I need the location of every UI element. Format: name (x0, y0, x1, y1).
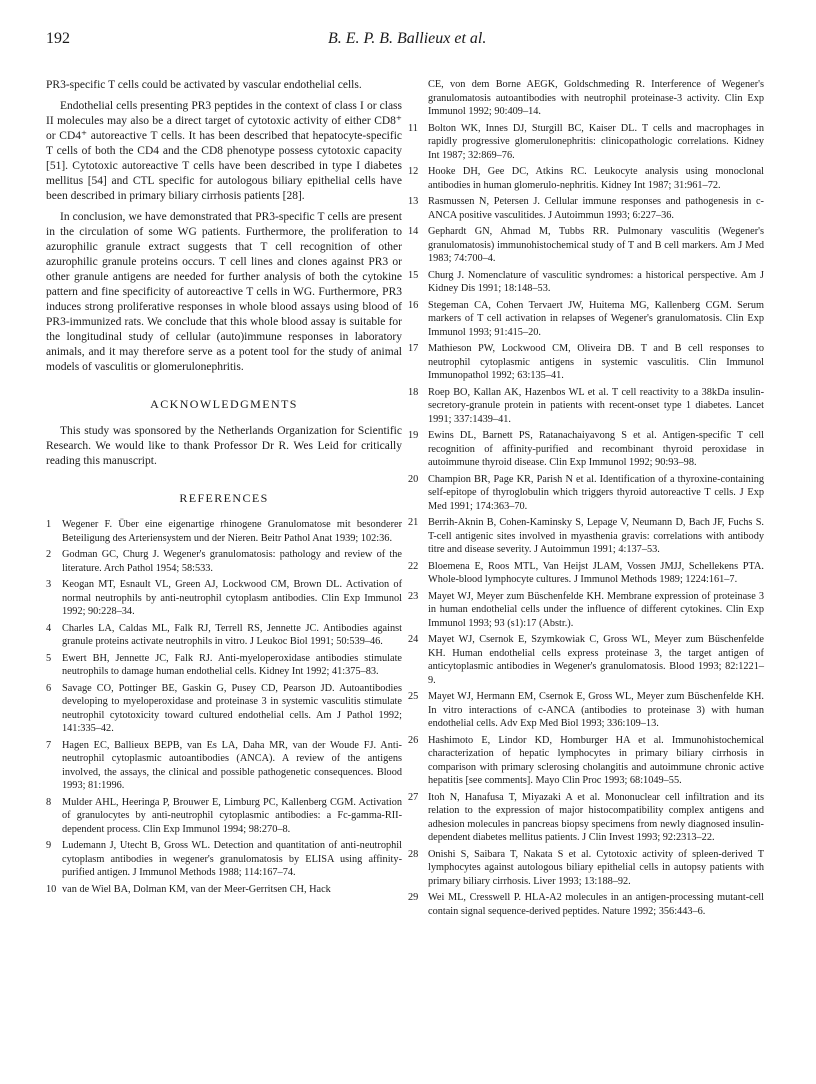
reference-item (46, 796, 402, 837)
reference-number: 22 (408, 560, 419, 572)
references-list-right (408, 122, 764, 919)
reference-number: 24 (408, 634, 419, 645)
reference-item (46, 883, 402, 897)
page-number: 192 (46, 30, 70, 47)
reference-item (46, 548, 402, 575)
reference-text: Ewert BH, Jennette JC, Falk RJ. Anti-myeloperoxidase antibodies stimulate neutrophils to damage human endothelial cells. Kidney Int 1992; 41:375–83. (62, 652, 402, 677)
reference-number: 21 (408, 517, 419, 528)
reference-text: van de Wiel BA, Dolman KM, van der Meer-Gerritsen CH, Hack (62, 883, 331, 895)
reference-number: 1 (46, 519, 52, 530)
reference-number: 9 (46, 840, 52, 851)
reference-item (408, 122, 764, 163)
reference-text: Churg J. Nomenclature of vasculitic syndromes: a historical perspective. Am J Kidney Dis 1991; 18:148–53. (428, 269, 764, 294)
reference-number: 28 (408, 848, 419, 860)
reference-item (46, 578, 402, 619)
reference-item (408, 734, 764, 788)
reference-text: Mayet WJ, Csernok E, Szymkowiak C, Gross WL, Meyer zum Büschenfelde KH. Human endothelial cells express proteinase 3, the target antigen of anticytoplasmic antibodies in Wegener's granulomatosis. Blood 1993; 82:1221–9. (428, 634, 764, 686)
reference-number: 14 (408, 226, 419, 237)
reference-text: Ludemann J, Utecht B, Gross WL. Detection and quantitation of anti-neutrophil cytoplasm antibodies in wegener's granulomatosis by ELISA using affinity-purified antigen. J Immunol Methods 1988; 114:167–74. (62, 840, 402, 878)
reference-item (408, 299, 764, 340)
right-column (408, 78, 764, 921)
reference-text: Savage CO, Pottinger BE, Gaskin G, Pusey CD, Pearson JD. Autoantibodies developing to myeloperoxidase and proteinase 3 in systemic vasculitis stimulate neutrophil cytotoxicity toward cultured endothelial cells. Am J Pathol 1992; 141:335–42. (62, 682, 402, 734)
references-list-left (46, 518, 402, 896)
reference-number: 2 (46, 549, 52, 560)
reference-item (46, 839, 402, 880)
reference-text: Itoh N, Hanafusa T, Miyazaki A et al. Mononuclear cell infiltration and its relation to the expression of major histocompatibility complex antigens and adhesion molecules in pancreas biopsy specimens from newly diagnosed insulin-dependent diabetes mellitus patients. J Clin Invest 1993; 92:2313–22. (428, 791, 764, 843)
reference-text: Mulder AHL, Heeringa P, Brouwer E, Limburg PC, Kallenberg CGM. Activation of granulocytes by anti-neutrophil cytoplasmic antibodies: a Fc-gamma-RII-dependent process. Clin Exp Immunol 1994; 98:270–8. (62, 796, 402, 835)
reference-number: 18 (408, 386, 419, 398)
reference-number: 23 (408, 590, 419, 602)
reference-item (408, 165, 764, 192)
reference-item (46, 518, 402, 545)
reference-number: 15 (408, 269, 419, 281)
reference-number: 11 (408, 122, 418, 134)
reference-text: Keogan MT, Esnault VL, Green AJ, Lockwood CM, Brown DL. Activation of normal neutrophils by anti-neutrophil cytoplasm antibodies. Clin Exp Immunol 1992; 90:228–34. (62, 579, 402, 617)
reference-text: Wei ML, Cresswell P. HLA-A2 molecules in an antigen-processing mutant-cell contain signal sequence-derived peptides. Nature 1992; 356:443–6. (428, 892, 764, 917)
reference-number: 16 (408, 299, 419, 311)
reference-number: 12 (408, 166, 419, 177)
reference-item (408, 225, 764, 266)
reference-text: Bloemena E, Roos MTL, Van Heijst JLAM, Vossen JMJJ, Schellekens PTA. Whole-blood lymphocyte cultures. J Immunol Methods 1989; 1224:161–7. (428, 560, 764, 585)
reference-item (408, 473, 764, 514)
reference-number: 20 (408, 473, 419, 485)
reference-text: Hashimoto E, Lindor KD, Homburger HA et al. Immunohistochemical characterization of hepatic lymphocytes in primary biliary cirrhosis in comparison with primary sclerosing cholangitis and autoimmune chronic active hepatitis [see comments]. Mayo Clin Proc 1993; 68:1049–55. (428, 734, 764, 786)
reference-item (46, 682, 402, 736)
reference-item (408, 560, 764, 587)
reference-item (408, 269, 764, 296)
reference-number: 19 (408, 430, 419, 441)
reference-number: 17 (408, 343, 419, 354)
reference-number: 7 (46, 739, 52, 751)
reference-number: 10 (46, 883, 57, 895)
reference-item (46, 739, 402, 793)
reference-text: Mayet WJ, Meyer zum Büschenfelde KH. Membrane expression of proteinase 3 in human endothelial cells under the influence of different cytokines. Clin Exp Immunol 1993; 93 (s1):17 (Abstr.). (428, 590, 764, 629)
reference-text: Wegener F. Über eine eigenartige rhinogene Granulomatose mit besonderer Beteiligung des Arteriensystem und der Nieren. Beitr Pathol Anat 1939; 102:36. (62, 519, 402, 544)
reference-text: Hooke DH, Gee DC, Atkins RC. Leukocyte analysis using monoclonal antibodies in human glomerulo-nephritis. Kidney Int 1987; 31:961–72. (428, 166, 764, 191)
reference-number: 4 (46, 622, 52, 634)
running-header-authors: B. E. P. B. Ballieux et al. (328, 30, 487, 47)
reference-item (46, 622, 402, 649)
reference-item (408, 791, 764, 845)
left-column (46, 78, 402, 899)
reference-text: Rasmussen N, Petersen J. Cellular immune responses and pathogenesis in c-ANCA positive vasculitides. J Autoimmun 1993; 6:227–36. (428, 196, 764, 221)
acknowledgments-heading: ACKNOWLEDGMENTS (150, 397, 298, 411)
reference-number: 8 (46, 796, 52, 808)
reference-text: Mathieson PW, Lockwood CM, Oliveira DB. T and B cell responses to neutrophil cytoplasmic antigens in systemic vasculitis. Clin Immunol Immunopathol 1992; 63:135–41. (428, 343, 764, 381)
reference-item (408, 386, 764, 427)
reference-text: Berrih-Aknin B, Cohen-Kaminsky S, Lepage V, Neumann D, Bach JF, Fuchs S. T-cell antigenic sites involved in myasthenia gravis: correlations with antibody titre and disease severity. J Autoimmun 1991; 4:137–53. (428, 517, 764, 555)
reference-text: Ewins DL, Barnett PS, Ratanachaiyavong S et al. Antigen-specific T cell recognition of affinity-purified and recombinant thyroid peroxidase in autoimmune thyroid disease. Clin Exp Immunol 1992; 90:93–98. (428, 430, 764, 468)
reference-text: Charles LA, Caldas ML, Falk RJ, Terrell RS, Jennette JC. Antibodies against granule proteins activate neutrophils in vitro. J Leukoc Biol 1991; 50:539–46. (62, 622, 402, 647)
reference-text: Stegeman CA, Cohen Tervaert JW, Huitema MG, Kallenberg CGM. Serum markers of T cell activation in relapses of Wegener's granulomatosis. Clin Exp Immunol 1993; 91:415–20. (428, 299, 764, 338)
reference-number: 3 (46, 579, 52, 590)
body-paragraph: In conclusion, we have demonstrated that PR3-specific T cells are present in the circulation of some WG patients. Furthermore, the proliferation to azurophilic granule extract suggests that T cell recognition of other azurophilic granule proteins occurs. T cell lines and clones against PR3 or other granule antigens are needed for further analysis of both the cytokine pattern and fine specificity of autoreactive T cells in WG. Furthermore, PR3 induces strong proliferative responses in whole blood assays using blood of PR3-immunized rats. We conclude that this whole blood assay is suitable for the longitudinal study of cellular (auto)immune responses in laboratory animals, and it may therefore serve as a potent tool for the study of animal models of vasculitis or glomerulonephritis. (46, 211, 402, 373)
reference-item (408, 429, 764, 470)
reference-item (408, 633, 764, 687)
reference-item (408, 590, 764, 631)
reference-item (408, 891, 764, 918)
reference-text: Hagen EC, Ballieux BEPB, van Es LA, Daha MR, van der Woude FJ. Anti-neutrophil cytoplasmic autoantibodies (ANCA). A review of the antigens involved, the assays, the clinical and possible pathogenetic consequences. Blood 1993; 81:1996. (62, 739, 402, 791)
reference-number: 27 (408, 791, 419, 803)
reference-text: Roep BO, Kallan AK, Hazenbos WL et al. T cell reactivity to a 38kDa insulin-secretory-granule protein in patients with recent-onset type 1 diabetes. Lancet 1991; 337:1439–41. (428, 386, 764, 425)
reference-text: Godman GC, Churg J. Wegener's granulomatosis: pathology and review of the literature. Arch Pathol 1954; 58:533. (62, 549, 402, 574)
reference-text: Champion BR, Page KR, Parish N et al. Identification of a thyroxine-containing self-epitope of thyroglobulin which triggers thyroid autoreactive T cells. J Exp Med 1991; 174:363–70. (428, 473, 764, 512)
body-paragraph: Endothelial cells presenting PR3 peptides in the context of class I or class II molecules may also be a direct target of cytotoxic activity of either CD8⁺ or CD4⁺ autoreactive T cells. It has been described that hepatocyte-specific T cells of both the CD4 and the CD8 phenotype possess cytotoxic capacity [51]. Cytotoxic autoreactive T cells have been described in type I diabetes mellitus [54] and CTL specific for autologous biliary epithelial cells have been described in primary biliary cirrhosis patients [28]. (46, 100, 402, 202)
reference-number: 13 (408, 196, 419, 207)
reference-text: Onishi S, Saibara T, Nakata S et al. Cytotoxic activity of spleen-derived T lymphocytes against autologous biliary epithelial cells in autopsy patients with primary biliary cirrhosis. Liver 1993; 13:188–92. (428, 848, 764, 887)
acknowledgments-text: This study was sponsored by the Netherlands Organization for Scientific Research. We would like to thank Professor Dr R. Wes Leid for critically reading this manuscript. (46, 425, 402, 467)
body-paragraph: PR3-specific T cells could be activated by vascular endothelial cells. (46, 79, 362, 91)
references-heading: REFERENCES (179, 491, 269, 505)
reference-item (408, 848, 764, 889)
reference-continuation: CE, von dem Borne AEGK, Goldschmeding R. Interference of Wegener's granulomatosis autoantibodies with neutrophil proteinase-3 activity. Clin Exp Immunol 1992; 90:409–14. (428, 79, 764, 117)
reference-number: 25 (408, 691, 419, 702)
reference-number: 6 (46, 682, 52, 694)
reference-number: 26 (408, 734, 419, 746)
reference-text: Mayet WJ, Hermann EM, Csernok E, Gross WL, Meyer zum Büschenfelde KH. In vitro interactions of c-ANCA (antibodies to proteinase 3) with human endothelial cells. Adv Exp Med Biol 1993; 336:109–13. (428, 691, 764, 729)
reference-item (408, 690, 764, 731)
reference-number: 5 (46, 652, 52, 664)
reference-item (408, 516, 764, 557)
reference-text: Bolton WK, Innes DJ, Sturgill BC, Kaiser DL. T cells and macrophages in rapidly progressive glomerulonephritis: clinicopathologic correlations. Kidney Int 1987; 32:869–76. (428, 122, 764, 161)
reference-item (408, 342, 764, 383)
reference-item (408, 195, 764, 222)
reference-number: 29 (408, 892, 419, 903)
reference-item (46, 652, 402, 679)
reference-text: Gephardt GN, Ahmad M, Tubbs RR. Pulmonary vasculitis (Wegener's granulomatosis) immunohistochemical study of T and B cell markers. Am J Med 1983; 74:700–4. (428, 226, 764, 264)
